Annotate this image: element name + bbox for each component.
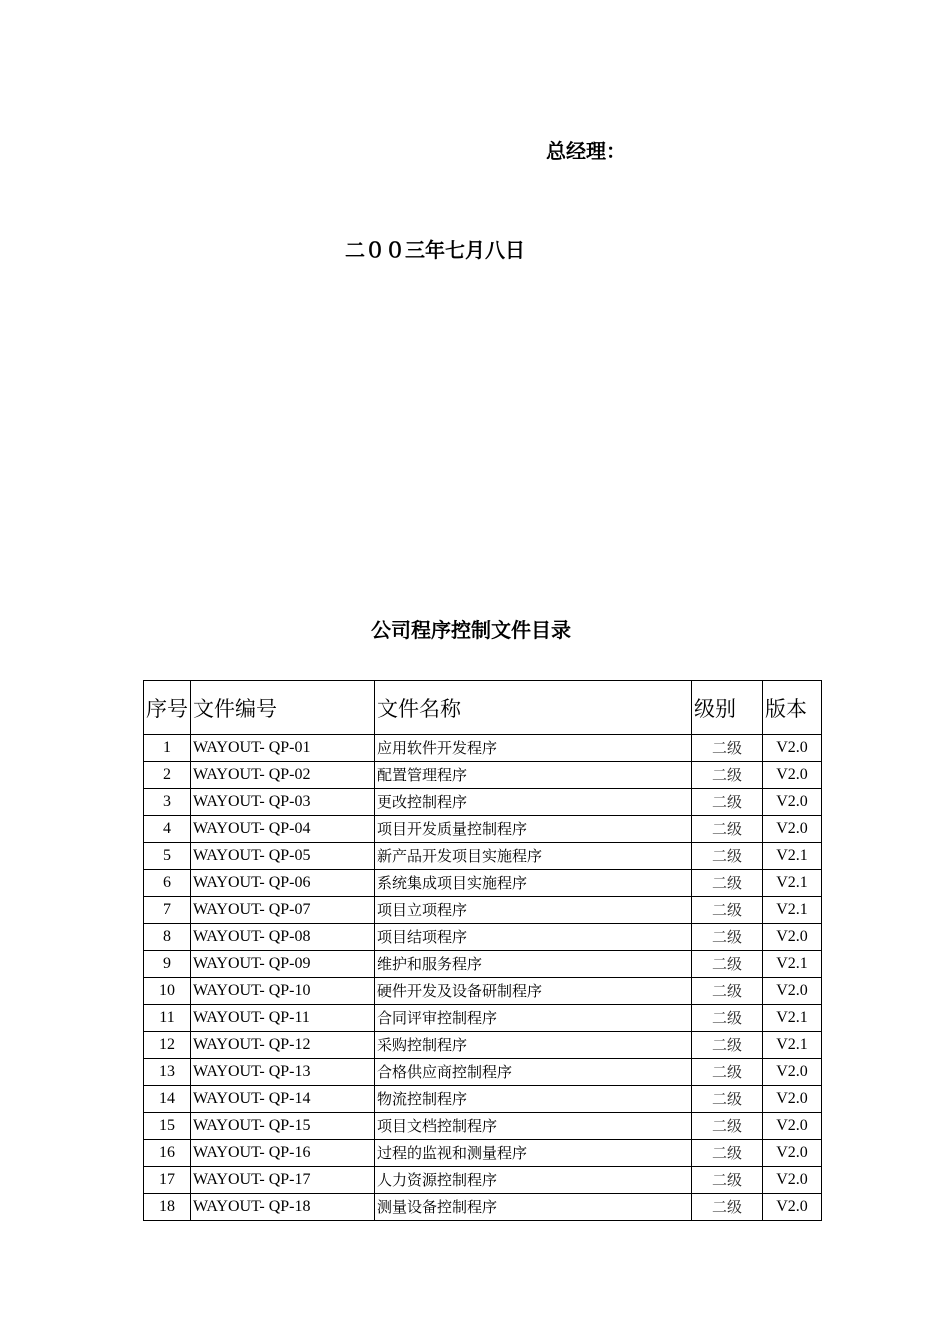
cell-version: V2.0: [763, 1086, 822, 1113]
cell-name: 合同评审控制程序: [375, 1005, 692, 1032]
cell-code: WAYOUT- QP-11: [191, 1005, 375, 1032]
cell-version: V2.1: [763, 843, 822, 870]
cell-no: 7: [144, 897, 191, 924]
table-row: [144, 897, 822, 924]
cell-name: 项目开发质量控制程序: [375, 816, 692, 843]
cell-version: V2.0: [763, 762, 822, 789]
header-level: 级别: [692, 681, 763, 735]
cell-no: 16: [144, 1140, 191, 1167]
cell-no: 6: [144, 870, 191, 897]
cell-code: WAYOUT- QP-01: [191, 735, 375, 762]
cell-name: 新产品开发项目实施程序: [375, 843, 692, 870]
cell-version: V2.1: [763, 897, 822, 924]
cell-level: 二级: [692, 1113, 763, 1140]
cell-version: V2.0: [763, 789, 822, 816]
cell-version: V2.0: [763, 816, 822, 843]
table-row: [144, 1032, 822, 1059]
cell-code: WAYOUT- QP-18: [191, 1194, 375, 1221]
cell-version: V2.0: [763, 1059, 822, 1086]
cell-level: 二级: [692, 1032, 763, 1059]
header-code: 文件编号: [191, 681, 375, 735]
cell-code: WAYOUT- QP-04: [191, 816, 375, 843]
cell-version: V2.0: [763, 1140, 822, 1167]
cell-name: 系统集成项目实施程序: [375, 870, 692, 897]
cell-name: 合格供应商控制程序: [375, 1059, 692, 1086]
cell-name: 项目文档控制程序: [375, 1113, 692, 1140]
table-row: [144, 978, 822, 1005]
cell-level: 二级: [692, 1167, 763, 1194]
cell-level: 二级: [692, 735, 763, 762]
cell-name: 测量设备控制程序: [375, 1194, 692, 1221]
cell-no: 3: [144, 789, 191, 816]
cell-no: 17: [144, 1167, 191, 1194]
cell-no: 13: [144, 1059, 191, 1086]
document-date: 二００三年七月八日: [345, 238, 525, 262]
cell-level: 二级: [692, 1086, 763, 1113]
cell-code: WAYOUT- QP-15: [191, 1113, 375, 1140]
cell-level: 二级: [692, 870, 763, 897]
cell-level: 二级: [692, 1005, 763, 1032]
cell-level: 二级: [692, 951, 763, 978]
cell-no: 15: [144, 1113, 191, 1140]
table-row: [144, 843, 822, 870]
table-row: [144, 1005, 822, 1032]
table-row: [144, 1194, 822, 1221]
cell-version: V2.1: [763, 870, 822, 897]
cell-no: 18: [144, 1194, 191, 1221]
catalog-table: [143, 680, 822, 1221]
catalog-body: [144, 735, 822, 1221]
cell-version: V2.0: [763, 978, 822, 1005]
catalog-title: 公司程序控制文件目录: [371, 618, 571, 642]
cell-version: V2.1: [763, 951, 822, 978]
cell-name: 人力资源控制程序: [375, 1167, 692, 1194]
cell-name: 配置管理程序: [375, 762, 692, 789]
cell-version: V2.0: [763, 1194, 822, 1221]
table-row: [144, 1059, 822, 1086]
cell-code: WAYOUT- QP-08: [191, 924, 375, 951]
table-row: [144, 1167, 822, 1194]
cell-code: WAYOUT- QP-17: [191, 1167, 375, 1194]
table-row: [144, 735, 822, 762]
table-row: [144, 870, 822, 897]
cell-level: 二级: [692, 789, 763, 816]
cell-code: WAYOUT- QP-07: [191, 897, 375, 924]
cell-name: 更改控制程序: [375, 789, 692, 816]
cell-no: 4: [144, 816, 191, 843]
cell-version: V2.1: [763, 1032, 822, 1059]
cell-name: 项目结项程序: [375, 924, 692, 951]
cell-no: 11: [144, 1005, 191, 1032]
cell-version: V2.0: [763, 1113, 822, 1140]
cell-version: V2.0: [763, 735, 822, 762]
table-row: [144, 924, 822, 951]
cell-no: 5: [144, 843, 191, 870]
cell-level: 二级: [692, 924, 763, 951]
cell-level: 二级: [692, 1194, 763, 1221]
general-manager-label: 总经理：: [546, 139, 626, 163]
cell-version: V2.0: [763, 1167, 822, 1194]
header-version: 版本: [763, 681, 822, 735]
cell-name: 物流控制程序: [375, 1086, 692, 1113]
cell-no: 14: [144, 1086, 191, 1113]
cell-code: WAYOUT- QP-02: [191, 762, 375, 789]
cell-name: 采购控制程序: [375, 1032, 692, 1059]
cell-level: 二级: [692, 762, 763, 789]
cell-no: 12: [144, 1032, 191, 1059]
cell-name: 项目立项程序: [375, 897, 692, 924]
cell-version: V2.1: [763, 1005, 822, 1032]
table-row: [144, 789, 822, 816]
cell-no: 10: [144, 978, 191, 1005]
cell-no: 1: [144, 735, 191, 762]
cell-code: WAYOUT- QP-13: [191, 1059, 375, 1086]
cell-code: WAYOUT- QP-16: [191, 1140, 375, 1167]
table-row: [144, 1086, 822, 1113]
table-row: [144, 1140, 822, 1167]
table-header-row: [144, 681, 822, 735]
cell-level: 二级: [692, 978, 763, 1005]
cell-no: 8: [144, 924, 191, 951]
cell-code: WAYOUT- QP-03: [191, 789, 375, 816]
cell-no: 2: [144, 762, 191, 789]
cell-level: 二级: [692, 1059, 763, 1086]
cell-code: WAYOUT- QP-10: [191, 978, 375, 1005]
cell-code: WAYOUT- QP-05: [191, 843, 375, 870]
cell-code: WAYOUT- QP-09: [191, 951, 375, 978]
table-row: [144, 816, 822, 843]
cell-version: V2.0: [763, 924, 822, 951]
cell-level: 二级: [692, 843, 763, 870]
table-row: [144, 762, 822, 789]
table-row: [144, 1113, 822, 1140]
cell-no: 9: [144, 951, 191, 978]
cell-name: 应用软件开发程序: [375, 735, 692, 762]
table-row: [144, 951, 822, 978]
cell-name: 硬件开发及设备研制程序: [375, 978, 692, 1005]
cell-level: 二级: [692, 1140, 763, 1167]
cell-level: 二级: [692, 897, 763, 924]
cell-level: 二级: [692, 816, 763, 843]
cell-name: 维护和服务程序: [375, 951, 692, 978]
cell-name: 过程的监视和测量程序: [375, 1140, 692, 1167]
cell-code: WAYOUT- QP-12: [191, 1032, 375, 1059]
header-no: 序号: [144, 681, 191, 735]
cell-code: WAYOUT- QP-14: [191, 1086, 375, 1113]
header-name: 文件名称: [375, 681, 692, 735]
cell-code: WAYOUT- QP-06: [191, 870, 375, 897]
